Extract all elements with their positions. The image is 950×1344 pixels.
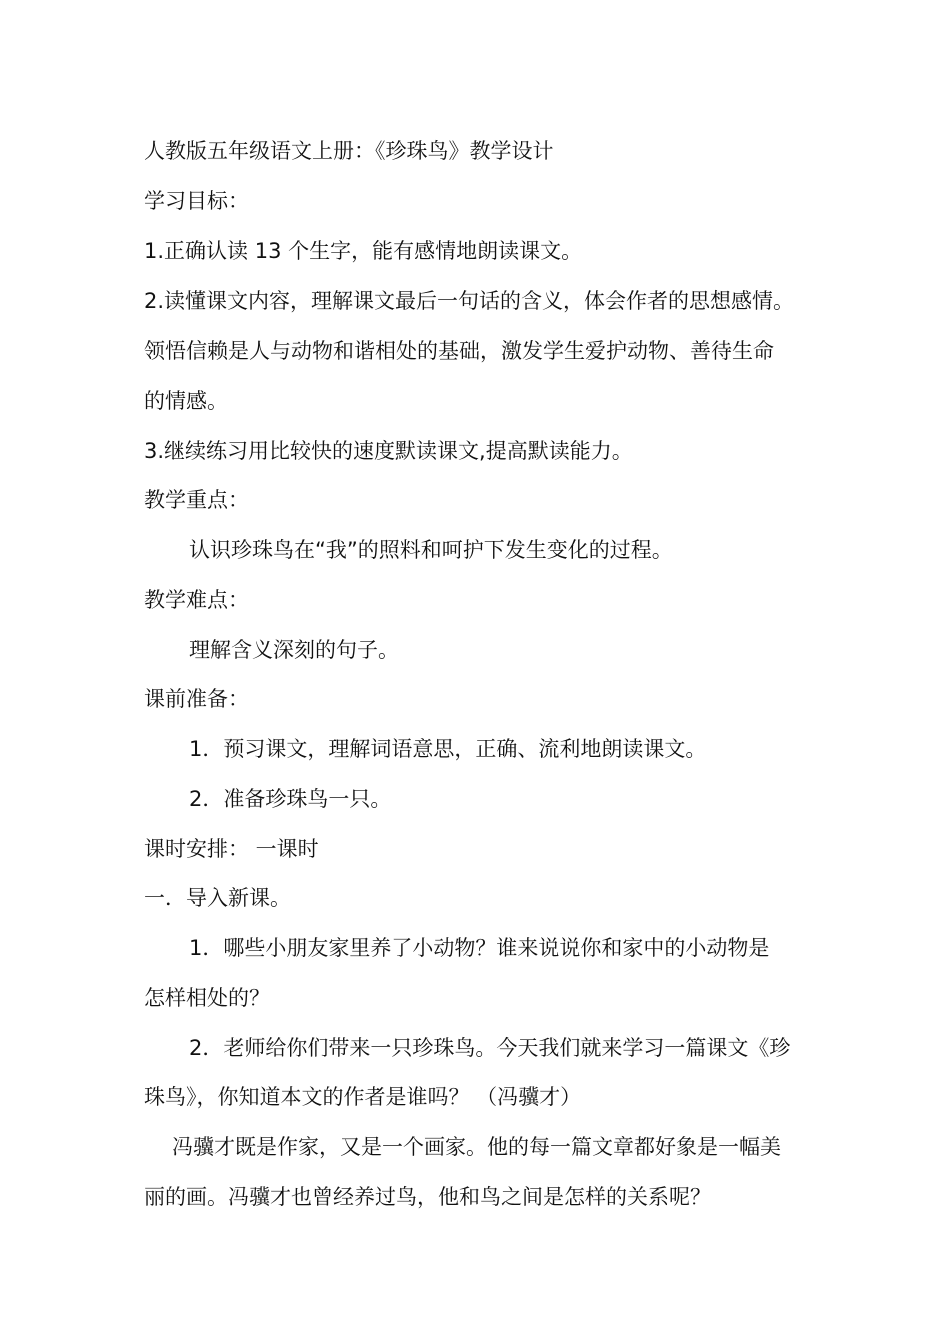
step-1-line-2: 怎样相处的？ [144,986,270,1010]
preparation-item-2: 2．准备珍珠鸟一只。 [189,787,392,811]
objective-2-line-1: 2.读懂课文内容，理解课文最后一句话的含义，体会作者的思想感情。 [144,289,795,313]
step-2-line-1: 2．老师给你们带来一只珍珠鸟。今天我们就来学习一篇课文《珍 [189,1036,791,1060]
section-1-heading: 一．导入新课。 [144,886,291,910]
difficulty-text: 理解含义深刻的句子。 [189,638,399,662]
preparation-heading: 课前准备： [144,687,249,711]
step-2-line-2: 珠鸟》，你知道本文的作者是谁吗？ （冯骥才） [144,1085,582,1109]
difficulty-heading: 教学难点： [144,588,249,612]
objectives-heading: 学习目标： [144,189,249,213]
document-title: 人教版五年级语文上册：《珍珠鸟》教学设计 [144,139,554,163]
objective-3: 3.继续练习用比较快的速度默读课文,提高默读能力。 [144,439,633,463]
key-point-text: 认识珍珠鸟在“我”的照料和呵护下发生变化的过程。 [189,538,673,562]
objective-2-line-3: 的情感。 [144,389,228,413]
key-point-heading: 教学重点： [144,488,249,512]
schedule-line: 课时安排： 一课时 [144,837,319,861]
objective-1: 1.正确认读 13 个生字，能有感情地朗读课文。 [144,239,583,263]
step-1-line-1: 1．哪些小朋友家里养了小动物？谁来说说你和家中的小动物是 [189,936,770,960]
paragraph-line-2: 丽的画。冯骥才也曾经养过鸟，他和鸟之间是怎样的关系呢？ [144,1185,711,1209]
objective-2-line-2: 领悟信赖是人与动物和谐相处的基础，激发学生爱护动物、善待生命 [144,339,774,363]
preparation-item-1: 1．预习课文，理解词语意思，正确、流利地朗读课文。 [189,737,707,761]
paragraph-line-1: 冯骥才既是作家，又是一个画家。他的每一篇文章都好象是一幅美 [172,1135,781,1159]
